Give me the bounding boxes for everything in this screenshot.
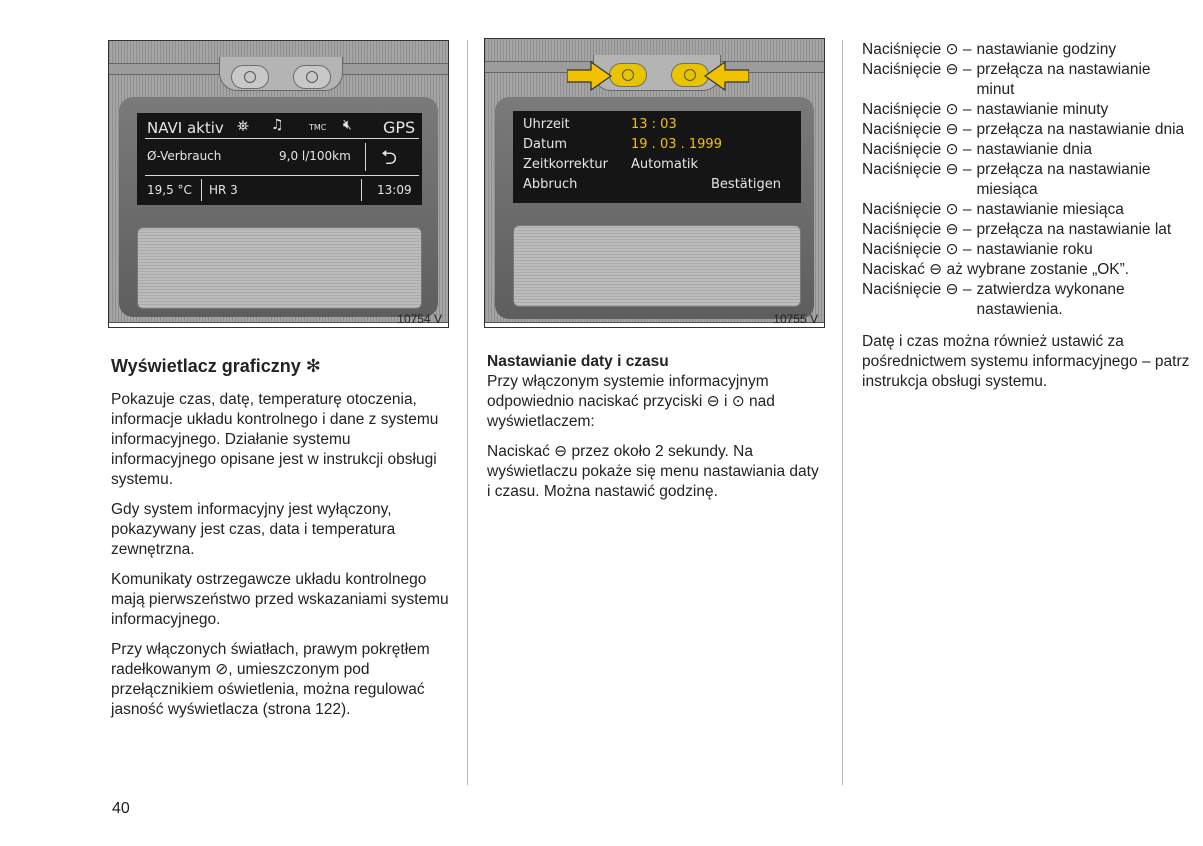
lcd-navi-aktiv: NAVI aktiv xyxy=(147,119,224,137)
instruction-row xyxy=(862,40,1192,60)
page-number: 40 xyxy=(112,800,130,817)
instruction-key: Naciśnięcie ⊖ – xyxy=(862,221,972,238)
button-right-cap[interactable] xyxy=(293,65,331,89)
u-turn-icon: ⮌ xyxy=(381,145,398,169)
section-title-graphic-display: Wyświetlacz graficzny ✻ xyxy=(111,356,321,376)
lcd-value-bestaetigen: Bestätigen xyxy=(711,177,781,192)
instruction-row xyxy=(862,140,1192,160)
lcd-label-abbruch: Abbruch xyxy=(523,177,578,192)
arrow-left-icon xyxy=(703,61,749,91)
lcd-value-uhrzeit: 13 : 03 xyxy=(631,117,677,132)
lcd-label-zeitkorrektur: Zeitkorrektur xyxy=(523,157,609,172)
paragraph: Datę i czas można również ustawić za pośrednictwem systemu informacyjnego – patrz instrukcja obsługi systemu. xyxy=(862,333,1190,390)
button-left-cap[interactable] xyxy=(609,63,647,87)
lcd-screen xyxy=(137,113,422,205)
lcd-gps: GPS xyxy=(383,118,416,137)
satellite-icon: ⛯ xyxy=(237,117,250,135)
lcd-value-zeitkorrektur: Automatik xyxy=(631,157,699,172)
lcd-station: HR 3 xyxy=(209,183,238,197)
instruction-row xyxy=(862,220,1192,240)
paragraph: Przy włączonym systemie informacyjnym odpowiednio naciskać przyciski ⊖ i ⊙ nad wyświetlaczem: xyxy=(487,373,775,430)
paragraph: Pokazuje czas, datę, temperaturę otoczenia, informacje układu kontrolnego i dane z systemu informacyjnego. Działanie systemu informacyjnego opisane jest w instrukcji obsługi systemu. xyxy=(111,391,439,488)
paragraph: Komunikaty ostrzegawcze układu kontrolnego mają pierwszeństwo przed wskazaniami systemu informacyjnego. xyxy=(111,571,449,628)
instruction-key: Naciśnięcie ⊙ – xyxy=(862,201,972,218)
lcd-label-datum: Datum xyxy=(523,137,567,152)
instruction-key: Naciśnięcie ⊖ – xyxy=(862,281,972,298)
figure-number: 10754 V xyxy=(397,312,442,326)
display-device xyxy=(109,41,448,323)
lcd-temperature: 19,5 °C xyxy=(147,183,192,197)
lcd-separator xyxy=(145,175,419,176)
figure-date-time-display xyxy=(484,38,825,328)
column-left-text xyxy=(111,356,451,730)
column-divider-right xyxy=(842,40,843,785)
button-left-cap[interactable] xyxy=(231,65,269,89)
instruction-value: przełącza na nastawianie lat xyxy=(976,221,1172,238)
instruction-value: przełącza na nastawianie miesiąca xyxy=(976,161,1151,198)
display-lower-glass xyxy=(513,225,801,307)
instruction-value: zatwierdza wykonane nastawienia. xyxy=(976,281,1125,318)
instruction-row xyxy=(862,240,1192,260)
instruction-value: nastawianie miesiąca xyxy=(976,201,1124,218)
lcd-screen xyxy=(513,111,801,203)
instruction-value: nastawianie godziny xyxy=(976,41,1117,58)
instruction-key: Naciskać ⊖ aż wybrane zostanie „OK”. xyxy=(862,261,1130,278)
instruction-key: Naciśnięcie ⊙ – xyxy=(862,41,972,58)
instruction-value: nastawianie roku xyxy=(976,241,1093,258)
button-icon xyxy=(684,69,696,81)
instruction-key: Naciśnięcie ⊖ – xyxy=(862,161,972,178)
instruction-value: nastawianie minuty xyxy=(976,101,1109,118)
button-icon xyxy=(622,69,634,81)
instruction-key: Naciśnięcie ⊙ – xyxy=(862,241,972,258)
instruction-key: Naciśnięcie ⊙ – xyxy=(862,101,972,118)
instruction-row xyxy=(862,100,1192,120)
section-title-date-time: Nastawianie daty i czasu xyxy=(487,353,669,370)
figure-number: 10755 V xyxy=(773,312,818,326)
speaker-mute-icon: 🔇︎ xyxy=(343,117,352,133)
instruction-list xyxy=(862,40,1192,320)
instruction-key: Naciśnięcie ⊖ – xyxy=(862,121,972,138)
column-divider-left xyxy=(467,40,468,785)
instruction-row xyxy=(862,120,1192,140)
instruction-row xyxy=(862,280,1192,320)
instruction-value: przełącza na nastawianie dnia xyxy=(976,121,1185,138)
instruction-row xyxy=(862,200,1192,220)
paragraph: Przy włączonych światłach, prawym pokrętłem radełkowanym ⊘, umieszczonym pod przełącznikiem oświetlenia, można regulować jasność wyświetlacza (strona 122). xyxy=(111,641,430,718)
instruction-row xyxy=(862,160,1192,200)
lcd-time: 13:09 xyxy=(377,183,412,197)
display-lower-glass xyxy=(137,227,422,309)
music-icon: ♫ xyxy=(271,117,284,133)
instruction-key: Naciśnięcie ⊙ – xyxy=(862,141,972,158)
instruction-row xyxy=(862,60,1192,100)
figure-graphic-display xyxy=(108,40,449,328)
lcd-separator xyxy=(361,179,362,201)
instruction-value: przełącza na nastawianie minut xyxy=(976,61,1151,98)
paragraph: Naciskać ⊖ przez około 2 sekundy. Na wyświetlaczu pokaże się menu nastawiania daty i czasu. Można nastawić godzinę. xyxy=(487,443,819,500)
lcd-separator xyxy=(365,143,366,171)
instruction-value: nastawianie dnia xyxy=(976,141,1092,158)
instruction-row xyxy=(862,260,1192,280)
lcd-value-datum: 19 . 03 . 1999 xyxy=(631,137,722,152)
lcd-tmc: TMC xyxy=(309,123,327,132)
lcd-separator xyxy=(201,179,202,201)
display-device xyxy=(485,39,824,323)
column-middle-text xyxy=(487,352,822,512)
lcd-consumption-value: 9,0 l/100km xyxy=(279,149,351,163)
button-icon xyxy=(244,71,256,83)
lcd-label-uhrzeit: Uhrzeit xyxy=(523,117,570,132)
column-right-text xyxy=(862,40,1192,402)
arrow-right-icon xyxy=(567,61,613,91)
instruction-key: Naciśnięcie ⊖ – xyxy=(862,61,972,78)
paragraph: Gdy system informacyjny jest wyłączony, pokazywany jest czas, data i temperatura zewnętrzna. xyxy=(111,501,396,558)
lcd-consumption-label: Ø-Verbrauch xyxy=(147,149,222,163)
lcd-separator xyxy=(145,138,419,139)
button-icon xyxy=(306,71,318,83)
